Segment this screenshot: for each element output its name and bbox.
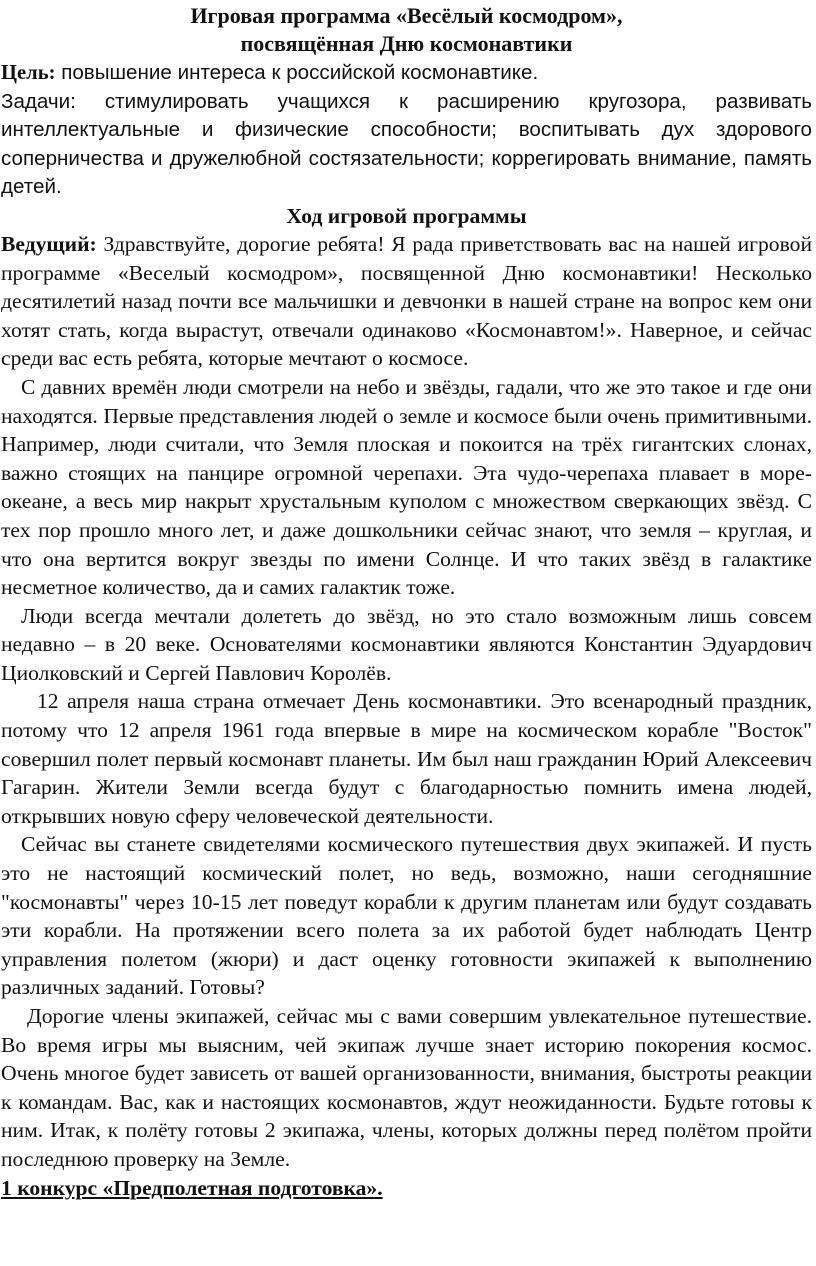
goal-text: повышение интереса к российской космонавтике. bbox=[55, 61, 539, 84]
paragraph-cosmonautics-day: 12 апреля наша страна отмечает День космонавтики. Это всенародный праздник, потому что 12 апреля 1961 года впервые в мире на космическом корабле "Восток" совершил полет первый космонавт планеты. Им был наш гражданин Юрий Алексеевич Гагарин. Жители Земли всегда будут с благодарностью помнить имена людей, открывших новую сферу человеческой деятельности. bbox=[1, 689, 812, 828]
host-paragraph bbox=[1, 230, 812, 373]
document-title-line-1: Игровая программа «Весёлый космодром», bbox=[190, 3, 623, 28]
paragraph-history: С давних времён люди смотрели на небо и звёзды, гадали, что же это такое и где они находятся. Первые представления людей о земле и космосе были очень примитивными. Например, люди считали, что Земля плоская и покоится на трёх гигантских слонах, важно стоящих на панцире огромной черепахи. Эта чудо-черепаха плавает в море-океане, а весь мир накрыт хрустальным куполом с множеством сверкающих звёзд. С тех пор прошло много лет, и даже дошкольники сейчас знают, что земля – круглая, и что она вертится вокруг звезды по имени Солнце. И что таких звёзд в галактике несметное количество, да и самих галактик тоже. bbox=[1, 374, 812, 600]
contest-title: 1 конкурс «Предполетная подготовка». bbox=[1, 1175, 383, 1200]
goal-label: Цель: bbox=[1, 62, 56, 84]
paragraph-crews: Сейчас вы станете свидетелями космического путешествия двух экипажей. И пусть это не настоящий космический полет, но ведь, возможно, наши сегодняшние "космонавты" через 10-15 лет поведут корабли к другим планетам или будут создавать эти корабли. На протяжении всего полета за их работой будет наблюдать Центр управления полетом (жюри) и даст оценку готовности экипажей к выполнению различных заданий. Готовы? bbox=[1, 832, 812, 1000]
tasks-paragraph: Задачи: стимулировать учащихся к расширению кругозора, развивать интеллектуальные и физические способности; воспитывать дух здорового соперничества и дружелюбной состязательности; коррегировать внимание, память детей. bbox=[1, 89, 812, 199]
paragraph-journey: Дорогие члены экипажей, сейчас мы с вами совершим увлекательное путешествие. Во время игры мы выясним, чей экипаж лучше знает историю покорения космос. Очень многое будет зависеть от вашей организованности, внимания, быстроты реакции к командам. Вас, как и настоящих космонавтов, ждут неожиданности. Будьте готовы к ним. Итак, к полёту готовы 2 экипажа, члены, которых должны перед полётом пройти последнюю проверку на Земле. bbox=[1, 1004, 812, 1171]
section-title: Ход игровой программы bbox=[286, 203, 527, 228]
host-label: Ведущий: bbox=[1, 231, 97, 256]
goal-paragraph bbox=[1, 59, 812, 88]
document-title-line-2: посвящённая Дню космонавтики bbox=[240, 31, 573, 56]
host-text: Здравствуйте, дорогие ребята! Я рада приветствовать вас на нашей игровой программе «Веселый космодром», посвященной Дню космонавтики! Несколько десятилетий назад почти все мальчишки и девчонки в нашей стране на вопрос кем они хотят стать, когда вырастут, отвечали одинаково «Космонавтом!». Наверное, и сейчас среди вас есть ребята, которые мечтают о космосе. bbox=[1, 231, 812, 371]
paragraph-dream: Люди всегда мечтали долететь до звёзд, но это стало возможным лишь совсем недавно – в 20 веке. Основателями космонавтики являются Константин Эдуардович Циолковский и Сергей Павлович Королёв. bbox=[1, 603, 812, 685]
